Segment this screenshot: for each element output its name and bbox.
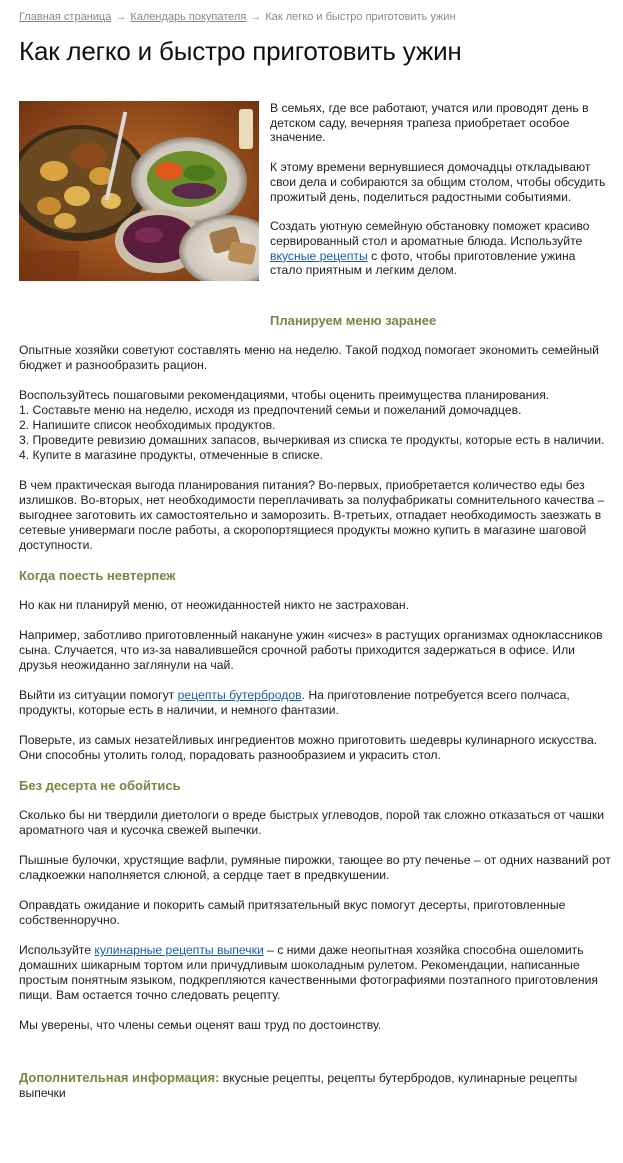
paragraph: Мы уверены, что члены семьи оценят ваш труд по достоинству. bbox=[19, 1018, 382, 1032]
paragraph: Пышные булочки, хрустящие вафли, румяные пирожки, тающее во рту печенье – от одних названий рот сладкоежки наполняется слюной, а сердце тает в предвкушении. bbox=[19, 853, 611, 882]
paragraph: Опытные хозяйки советуют составлять меню на неделю. Такой подход помогает экономить семейный бюджет и разнообразить рацион. bbox=[19, 343, 599, 372]
tasty-recipes-link[interactable]: вкусные рецепты bbox=[270, 248, 368, 263]
paragraph: Используйте кулинарные рецепты выпечки – с ними даже неопытная хозяйка способна ошеломить домашних шикарным тортом или причудливым шоколадным рулетом. Рекомендации, написанные простым понятным языком, подкрепляются качественными фотографиями поэтапного приготовления пищи. Вам остается точно следовать рецепту. bbox=[19, 943, 598, 1002]
section-heading-hungry: Когда поесть невтерпеж bbox=[19, 568, 176, 583]
section-heading-menu: Планируем меню заранее bbox=[270, 313, 437, 328]
paragraph: Сколько бы ни твердили диетологи о вреде быстрых углеводов, порой так сложно отказаться от чашки ароматного чая и кусочка свежей выпечки. bbox=[19, 808, 605, 837]
breadcrumb-separator: → bbox=[115, 11, 127, 23]
paragraph: В чем практическая выгода планирования питания? Во-первых, приобретается количество еды без излишков. Во-вторых, нет необходимости переплачивать за полуфабрикаты сомнительного качества – выгоднее заготовить их самостоятельно и заморозить. В-третьих, отпадает необходимость заезжать в сетевые универмаги после работы, а скоропортящиеся продукты можно купить в магазине шаговой доступности. bbox=[19, 478, 605, 552]
step-item: 2. Напишите список необходимых продуктов. bbox=[19, 418, 276, 432]
additional-info-text: вкусные рецепты, рецепты бутербродов, кулинарные рецепты выпечки bbox=[19, 1071, 578, 1100]
intro-paragraph: Создать уютную семейную обстановку поможет красиво сервированный стол и ароматные блюда. Используйте вкусные рецепты с фото, чтобы приготовление ужина стало приятным и легким делом. bbox=[270, 219, 590, 278]
sandwich-recipes-link[interactable]: рецепты бутербродов bbox=[177, 688, 302, 702]
breadcrumb bbox=[19, 11, 456, 23]
dinner-table-image bbox=[19, 101, 259, 281]
steps-list bbox=[19, 388, 611, 463]
article-body bbox=[19, 343, 611, 1101]
paragraph: Выйти из ситуации помогут рецепты бутербродов. На приготовление потребуется всего полчаса, продукты, которые есть в наличии, и немного фантазии. bbox=[19, 688, 570, 717]
dinner-table-photo bbox=[19, 101, 259, 281]
breadcrumb-calendar-link[interactable]: Календарь покупателя bbox=[130, 11, 247, 23]
intro-paragraph: В семьях, где все работают, учатся или проводят день в детском саду, вечерняя трапеза приобретает особое значение. bbox=[270, 101, 589, 145]
breadcrumb-home-link[interactable]: Главная страница bbox=[19, 11, 112, 23]
additional-info-label: Дополнительная информация: bbox=[19, 1070, 220, 1085]
steps-intro: Воспользуйтесь пошаговыми рекомендациями, чтобы оценить преимущества планирования. bbox=[19, 388, 550, 402]
intro-paragraph: К этому времени вернувшиеся домочадцы откладывают свои дела и собираются за общим столом, чтобы обсудить прожитый день, поделиться радостными событиями. bbox=[270, 160, 606, 204]
paragraph: Но как ни планируй меню, от неожиданностей никто не застрахован. bbox=[19, 598, 410, 612]
step-item: 1. Составьте меню на неделю, исходя из предпочтений семьи и пожеланий домочадцев. bbox=[19, 403, 522, 417]
intro-block bbox=[270, 101, 610, 293]
section-heading-dessert: Без десерта не обойтись bbox=[19, 778, 181, 793]
step-item: 3. Проведите ревизию домашних запасов, вычеркивая из списка те продукты, которые есть в наличии. bbox=[19, 433, 605, 447]
step-item: 4. Купите в магазине продукты, отмеченные в списке. bbox=[19, 448, 324, 462]
baking-recipes-link[interactable]: кулинарные рецепты выпечки bbox=[94, 943, 264, 957]
breadcrumb-current: Как легко и быстро приготовить ужин bbox=[265, 11, 456, 23]
paragraph: Оправдать ожидание и покорить самый притязательный вкус помогут десерты, приготовленные собственноручно. bbox=[19, 898, 566, 927]
additional-info bbox=[19, 1070, 611, 1101]
paragraph: Например, заботливо приготовленный накануне ужин «исчез» в растущих организмах одноклассников сына. Случается, что из-за навалившейся срочной работы приходится задержаться в офисе. Или друзья неожиданно заглянули на чай. bbox=[19, 628, 603, 672]
page-title: Как легко и быстро приготовить ужин bbox=[19, 36, 462, 66]
paragraph: Поверьте, из самых незатейливых ингредиентов можно приготовить шедевры кулинарного искусства. Они способны утолить голод, порадовать разнообразием и украсить стол. bbox=[19, 733, 598, 762]
breadcrumb-separator: → bbox=[250, 11, 262, 23]
